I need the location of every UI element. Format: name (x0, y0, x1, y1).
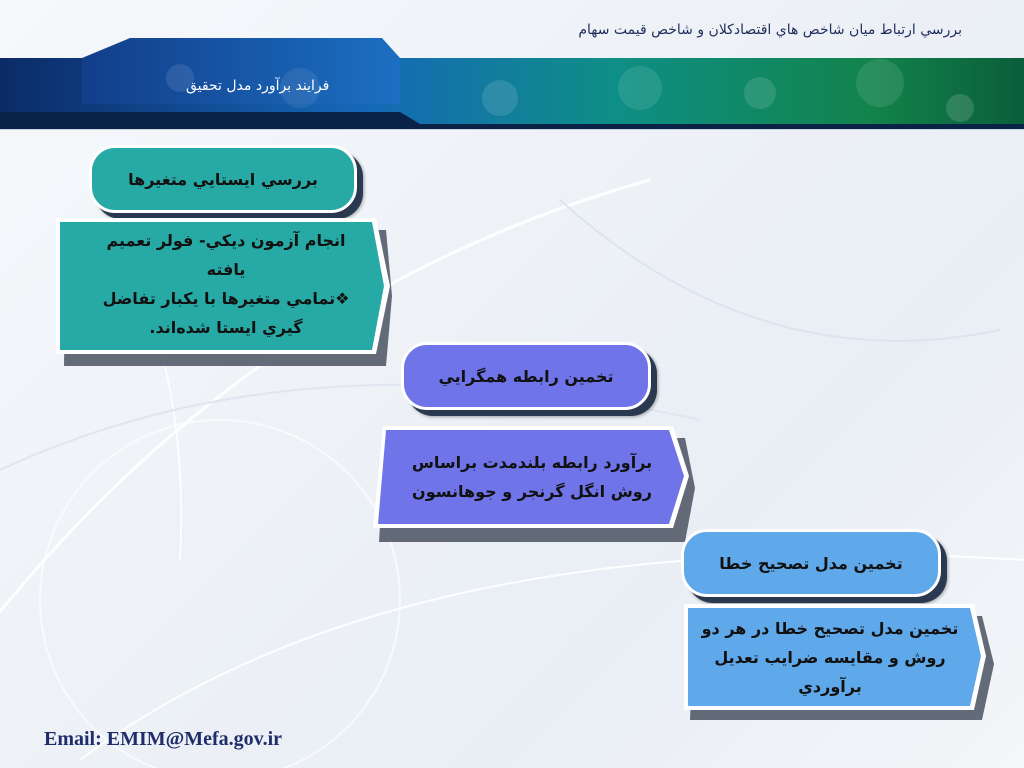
step-1-header (89, 145, 357, 213)
step-3-header-label: تخمين مدل تصحيح خطا (719, 553, 903, 573)
step-3-line: برآوردي (798, 677, 862, 696)
step-2-line: روش انگل گرنجر و جوهانسون (412, 482, 652, 501)
step-3-header (681, 529, 941, 597)
footer-email[interactable]: Email: EMIM@Mefa.gov.ir (44, 728, 282, 750)
step-1-line: گيري ايستا شده‌اند. (149, 318, 303, 337)
step-1-header-label: بررسي ايستايي متغيرها (128, 169, 318, 189)
step-1-line: يافته (206, 260, 246, 279)
step-1-line: ❖تمامي متغيرها با يکبار تفاضل (102, 289, 350, 308)
step-2-header (401, 342, 651, 410)
step-3-line: روش و مقايسه ضرايب تعديل (714, 648, 946, 667)
banner-label: فرايند برآورد مدل تحقيق (186, 78, 330, 94)
step-1-box (56, 218, 392, 368)
step-2-header-label: تخمين رابطه همگرايي (438, 366, 614, 386)
step-2-line: برآورد رابطه بلندمدت براساس (411, 453, 653, 472)
step-1-line: انجام آزمون ديکي- فولر تعميم (106, 231, 346, 250)
step-3-box (684, 604, 994, 722)
slide-title: بررسي ارتباط ميان شاخص هاي اقتصادکلان و شاخص قيمت سهام (578, 22, 962, 38)
header-banner (0, 38, 1024, 130)
step-2-box (373, 426, 695, 544)
step-3-line: تخمين مدل تصحيح خطا در هر دو (701, 619, 959, 638)
